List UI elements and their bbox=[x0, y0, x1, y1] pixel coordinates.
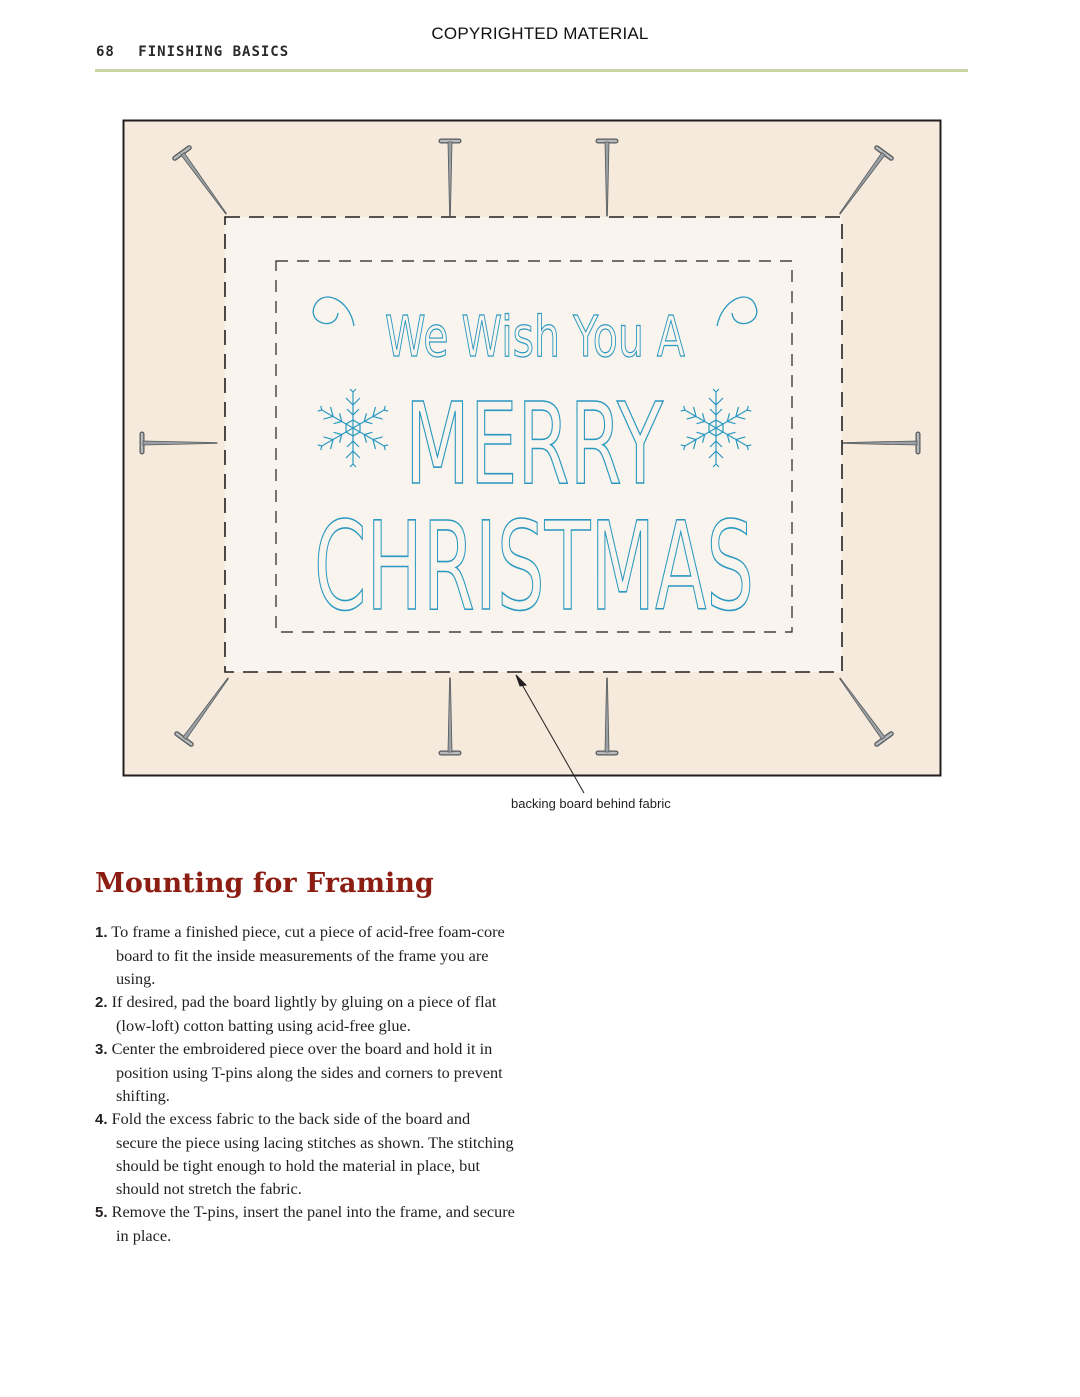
running-head bbox=[96, 44, 289, 60]
step-number: 2. bbox=[95, 994, 108, 1011]
embroidery-line-2: MERRY bbox=[405, 380, 664, 510]
page-number: 68 bbox=[96, 44, 115, 60]
section-title: Mounting for Framing bbox=[95, 868, 434, 899]
copyright-notice: COPYRIGHTED MATERIAL bbox=[431, 24, 649, 43]
step-text: Fold the excess fabric to the back side of the board and secure the piece using lacing stitches as shown. The stitching should be tight enough to hold the material in place, but should not stretch the fabric. bbox=[111, 1109, 514, 1198]
step-text: If desired, pad the board lightly by gluing on a piece of flat (low-loft) cotton batting using acid-free glue. bbox=[111, 992, 497, 1035]
step-text: Remove the T-pins, insert the panel into the frame, and secure in place. bbox=[111, 1202, 515, 1245]
embroidery-line-3: CHRISTMAS bbox=[314, 496, 754, 638]
mounting-illustration bbox=[122, 119, 942, 779]
step-number: 4. bbox=[95, 1111, 108, 1128]
step-number: 5. bbox=[95, 1204, 108, 1221]
list-item bbox=[95, 1037, 515, 1107]
step-text: Center the embroidered piece over the board and hold it in position using T-pins along the sides and corners to prevent shifting. bbox=[111, 1039, 503, 1105]
figure-caption: backing board behind fabric bbox=[511, 796, 671, 811]
running-title: FINISHING BASICS bbox=[138, 44, 290, 60]
instruction-list bbox=[95, 920, 515, 1247]
embroidery-line-1: We Wish You A bbox=[385, 305, 685, 370]
header-rule bbox=[95, 69, 968, 72]
step-number: 3. bbox=[95, 1041, 108, 1058]
list-item bbox=[95, 920, 515, 990]
step-number: 1. bbox=[95, 924, 108, 941]
list-item bbox=[95, 1200, 515, 1247]
list-item bbox=[95, 1107, 515, 1200]
step-text: To frame a finished piece, cut a piece of acid-free foam-core board to fit the inside measurements of the frame you are using. bbox=[111, 922, 505, 988]
list-item bbox=[95, 990, 515, 1037]
